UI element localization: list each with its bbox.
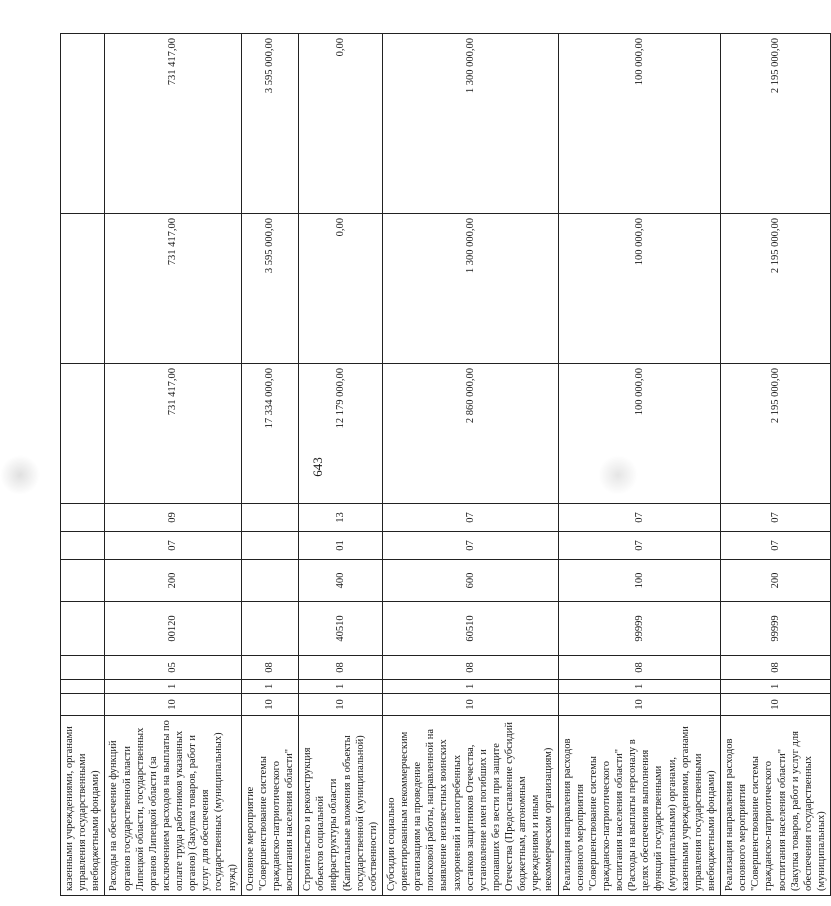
subsection-cell — [241, 504, 299, 532]
amount-1-cell: 731 417,00 — [105, 364, 241, 504]
subsection-cell: 07 — [382, 504, 558, 532]
program-code-cell: 10 — [558, 694, 721, 716]
expense-name-cell: Расходы на обеспечение функций органов государственной власти Липецкой области, государственных органов Липецкой области (за исключением расходов на выплаты по оплате труда работников указанных органов) (Закупка товаров, работ и услуг для обеспечения государственных (муниципальных) нужд) — [105, 716, 241, 896]
expense-name-cell: Реализация направления расходов основного мероприятия "Совершенствование системы гражданско-патриотического воспитания населения области" (Закупка товаров, работ и услуг для обеспечения государственных (муниципальных) — [721, 716, 831, 896]
subsection-cell: 07 — [721, 504, 831, 532]
amount-2-cell: 1 300 000,00 — [382, 214, 558, 364]
budget-table — [60, 33, 831, 896]
activity-code-cell: 08 — [721, 656, 831, 680]
amount-2-cell — [61, 214, 105, 364]
section-cell — [241, 532, 299, 560]
table-row — [241, 34, 299, 896]
section-cell — [61, 532, 105, 560]
amount-1-cell: 12 179 000,00 — [299, 364, 383, 504]
activity-code-cell: 05 — [105, 656, 241, 680]
expense-name-cell: Строительство и реконструкция объектов социальной инфраструктуры области (Капитальные вложения в объекты государственной (муниципальной) собственности) — [299, 716, 383, 896]
section-cell: 01 — [299, 532, 383, 560]
section-cell: 07 — [558, 532, 721, 560]
program-code-cell: 10 — [382, 694, 558, 716]
program-code-cell — [61, 694, 105, 716]
expense-type-cell: 200 — [721, 560, 831, 602]
amount-2-cell: 100 000,00 — [558, 214, 721, 364]
section-cell: 07 — [382, 532, 558, 560]
expense-type-cell: 600 — [382, 560, 558, 602]
amount-3-cell: 731 417,00 — [105, 34, 241, 214]
table-row — [299, 34, 383, 896]
direction-code-cell: 60510 — [382, 602, 558, 656]
table-row — [61, 34, 105, 896]
expense-type-cell: 200 — [105, 560, 241, 602]
program-code-cell: 10 — [721, 694, 831, 716]
section-cell: 07 — [721, 532, 831, 560]
direction-code-cell — [61, 602, 105, 656]
activity-code-cell: 08 — [241, 656, 299, 680]
budget-table-container — [60, 34, 827, 896]
amount-3-cell: 2 195 000,00 — [721, 34, 831, 214]
direction-code-cell: 99999 — [721, 602, 831, 656]
expense-name-cell: Основное мероприятие "Совершенствование системы гражданско-патриотического воспитания населения области" — [241, 716, 299, 896]
expense-name-cell: Реализация направления расходов основного мероприятия "Совершенствование системы гражданско-патриотического воспитания населения области" (Расходы на выплаты персоналу в целях обеспечения выполнения функций государственными (муниципальными) органами, казенными учреждениями, органами управления государственными внебюджетными фондами) — [558, 716, 721, 896]
amount-3-cell: 100 000,00 — [558, 34, 721, 214]
subprogram-code-cell: 1 — [241, 680, 299, 694]
subprogram-code-cell: 1 — [721, 680, 831, 694]
scan-artifact — [0, 455, 40, 495]
direction-code-cell: 40510 — [299, 602, 383, 656]
amount-3-cell — [61, 34, 105, 214]
table-row — [558, 34, 721, 896]
amount-3-cell: 1 300 000,00 — [382, 34, 558, 214]
amount-2-cell: 2 195 000,00 — [721, 214, 831, 364]
amount-2-cell: 3 595 000,00 — [241, 214, 299, 364]
activity-code-cell — [61, 656, 105, 680]
subsection-cell: 09 — [105, 504, 241, 532]
program-code-cell: 10 — [299, 694, 383, 716]
activity-code-cell: 08 — [558, 656, 721, 680]
table-row — [721, 34, 831, 896]
program-code-cell: 10 — [105, 694, 241, 716]
amount-2-cell: 0,00 — [299, 214, 383, 364]
expense-type-cell: 400 — [299, 560, 383, 602]
direction-code-cell: 99999 — [558, 602, 721, 656]
subsection-cell — [61, 504, 105, 532]
amount-3-cell: 0,00 — [299, 34, 383, 214]
table-row — [382, 34, 558, 896]
expense-name-cell: казенными учреждениями, органами управления государственными внебюджетными фондами) — [61, 716, 105, 896]
amount-1-cell: 100 000,00 — [558, 364, 721, 504]
expense-type-cell — [61, 560, 105, 602]
amount-1-cell: 2 860 000,00 — [382, 364, 558, 504]
activity-code-cell: 08 — [299, 656, 383, 680]
direction-code-cell: 00120 — [105, 602, 241, 656]
amount-1-cell: 17 334 000,00 — [241, 364, 299, 504]
amount-2-cell: 731 417,00 — [105, 214, 241, 364]
page-number: 643 — [310, 457, 325, 477]
subsection-cell: 07 — [558, 504, 721, 532]
activity-code-cell: 08 — [382, 656, 558, 680]
program-code-cell: 10 — [241, 694, 299, 716]
expense-type-cell — [241, 560, 299, 602]
subprogram-code-cell: 1 — [382, 680, 558, 694]
expense-type-cell: 100 — [558, 560, 721, 602]
subprogram-code-cell: 1 — [105, 680, 241, 694]
subsection-cell: 13 — [299, 504, 383, 532]
expense-name-cell: Субсидии социально ориентированным некоммерческим организациям на проведение поисковой работы, направленной на выявление неизвестных воинских захоронений и непогребенных останков защитников Отечества, установление имен погибших и пропавших без вести при защите Отечества (Предоставление субсидий бюджетным, автономным учреждениям и иным некоммерческим организациям) — [382, 716, 558, 896]
subprogram-code-cell: 1 — [299, 680, 383, 694]
amount-3-cell: 3 595 000,00 — [241, 34, 299, 214]
amount-1-cell: 2 195 000,00 — [721, 364, 831, 504]
subprogram-code-cell: 1 — [558, 680, 721, 694]
subprogram-code-cell — [61, 680, 105, 694]
amount-1-cell — [61, 364, 105, 504]
section-cell: 07 — [105, 532, 241, 560]
table-row — [105, 34, 241, 896]
direction-code-cell — [241, 602, 299, 656]
